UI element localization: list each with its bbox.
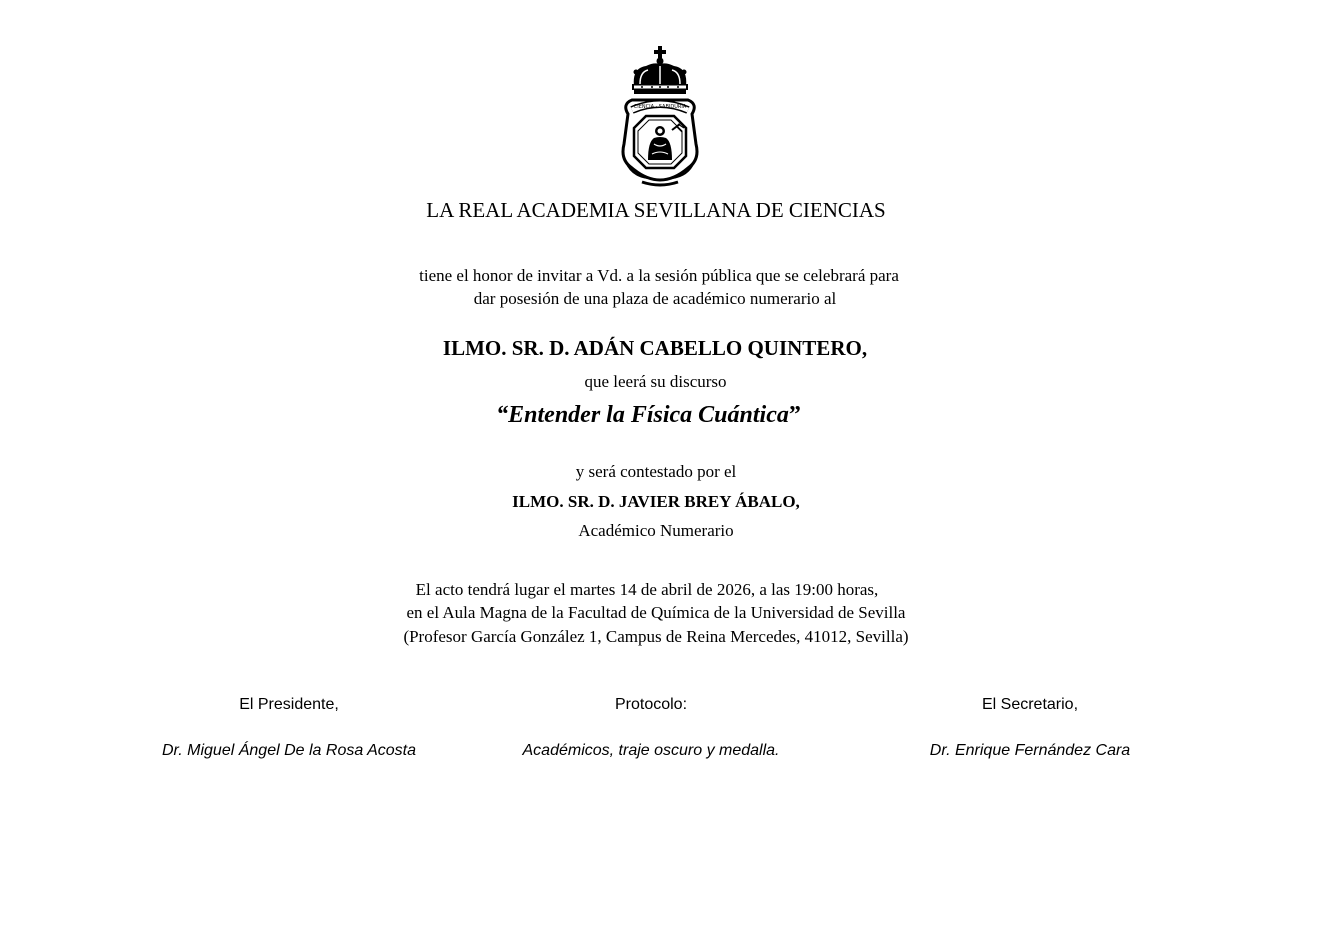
president-label: El Presidente, <box>239 696 339 713</box>
speech-title: Entender la Física Cuántica <box>508 402 789 428</box>
protocol-value: Académicos, traje oscuro y medalla. <box>522 742 780 759</box>
speech-open-quote: “ <box>496 402 509 428</box>
secretary-label: El Secretario, <box>981 696 1079 713</box>
respondent-role: Académico Numerario <box>578 521 734 540</box>
protocol-label: Protocolo: <box>614 696 688 713</box>
event-address-line: (Profesor García González 1, Campus de Reina Mercedes, 41012, Sevilla) <box>403 627 909 646</box>
speech-close-quote: ” <box>788 402 801 428</box>
speech-intro: que leerá su discurso <box>584 372 727 391</box>
academy-name: LA REAL ACADEMIA SEVILLANA DE CIENCIAS <box>426 198 886 222</box>
event-date-line: El acto tendrá lugar el martes 14 de abril de 2026, a las 19:00 horas, <box>415 580 879 599</box>
president-name: Dr. Miguel Ángel De la Rosa Acosta <box>161 742 417 759</box>
candidate-name: ILMO. SR. D. ADÁN CABELLO QUINTERO, <box>442 336 868 360</box>
invitation-intro-line-1: tiene el honor de invitar a Vd. a la sesión pública que se celebrará para <box>419 266 899 285</box>
academy-crest-icon <box>618 44 702 188</box>
svg-text:CIENCIA · SABIDURIA: CIENCIA · SABIDURIA <box>633 104 687 110</box>
secretary-name: Dr. Enrique Fernández Cara <box>929 742 1131 759</box>
speech-title-line <box>0 402 1297 429</box>
event-venue-line: en el Aula Magna de la Facultad de Química de la Universidad de Sevilla <box>406 603 906 622</box>
invitation-intro-line-2: dar posesión de una plaza de académico numerario al <box>473 289 837 308</box>
respondent-name: ILMO. SR. D. JAVIER BREY ÁBALO, <box>512 492 800 511</box>
reply-intro: y será contestado por el <box>575 462 737 481</box>
